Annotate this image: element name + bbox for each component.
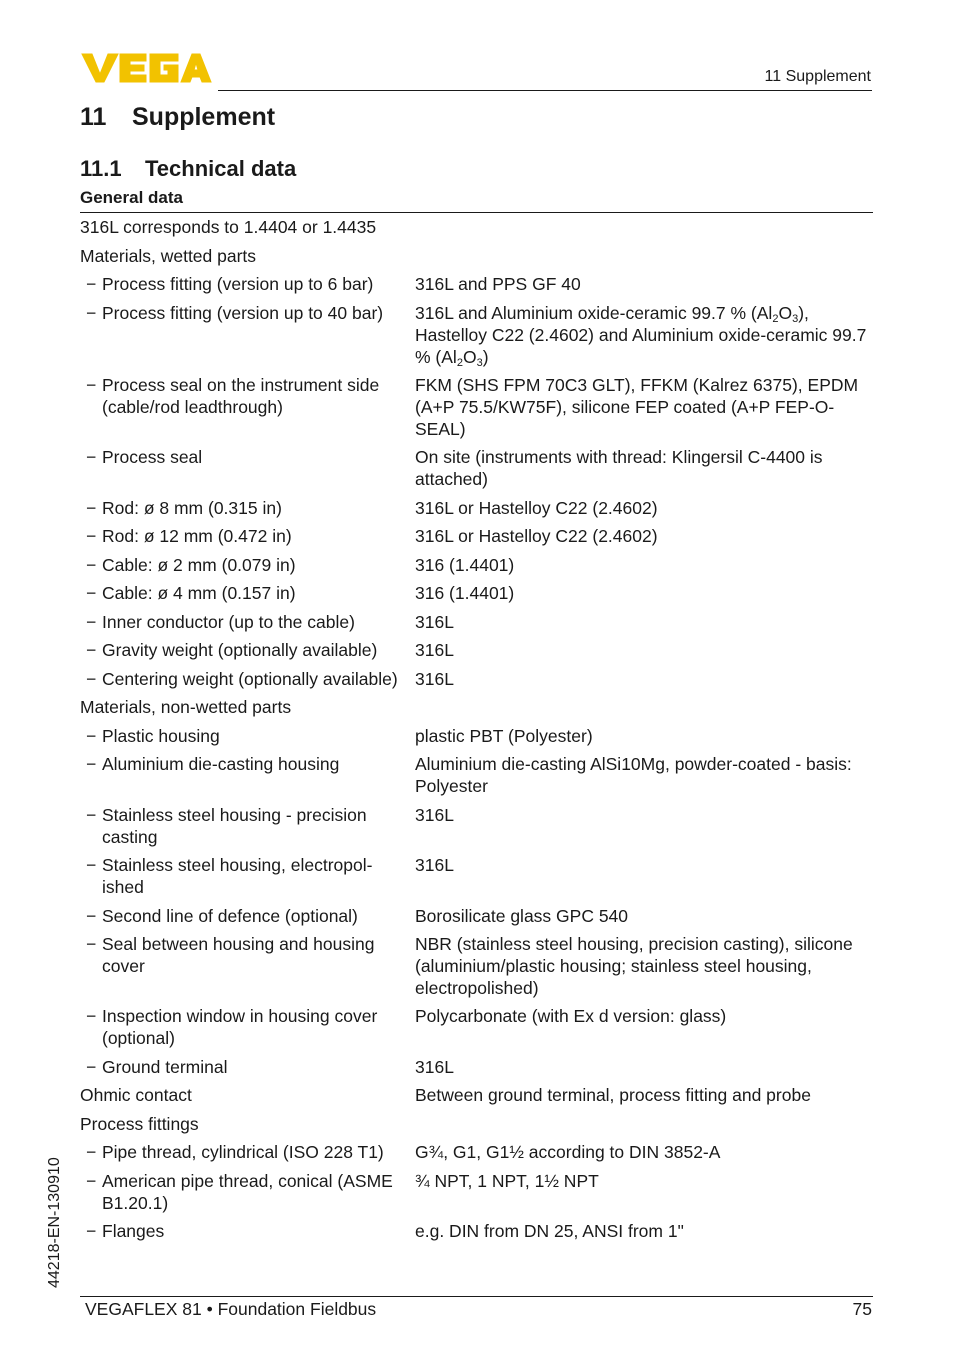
document-code: 44218-EN-130910 <box>46 1157 63 1288</box>
row-value: Aluminium die-casting AlSi10Mg, powder-coated - basis: Polyester <box>415 754 852 796</box>
row-value: Borosilicate glass GPC 540 <box>415 906 629 926</box>
row-label: − Inspection window in housing cover (optional) <box>80 1005 412 1049</box>
row-value: 316L <box>415 805 454 825</box>
row-label: − Rod: ø 12 mm (0.472 in) <box>80 525 412 547</box>
section-title: General data <box>80 188 183 207</box>
chapter-heading <box>80 103 275 132</box>
row-label: − Process seal <box>80 446 412 468</box>
row-label: − Stainless steel housing - precision casting <box>80 804 412 848</box>
row-label: − Process seal on the instrument side (cable/rod leadthrough) <box>80 374 412 418</box>
row-label: − Flanges <box>80 1220 412 1242</box>
row-label: − Pipe thread, cylindrical (ISO 228 T1) <box>80 1141 412 1163</box>
row-label: − Process fitting (version up to 6 bar) <box>80 273 412 295</box>
row-value: 316L <box>415 1057 454 1077</box>
row-label: − Aluminium die-casting housing <box>80 753 412 775</box>
row-value: 316L or Hastelloy C22 (2.4602) <box>415 498 658 518</box>
row-value: 316L <box>415 669 454 689</box>
row-value: Polycarbonate (with Ex d version: glass) <box>415 1006 727 1026</box>
row-value: Between ground terminal, process fitting and probe <box>415 1085 811 1105</box>
row-value: 316L and Aluminium oxide-ceramic 99.7 % $(Al_2O_3)$, Hastelloy C22 (2.4602) and Aluminium oxide-ceramic 99.7 % $(Al_2O_3)$ <box>415 303 867 369</box>
row-value: 316L or Hastelloy C22 (2.4602) <box>415 526 658 546</box>
row-value: 316L and PPS GF 40 <box>415 274 581 294</box>
subchapter-title: Technical data <box>145 156 297 181</box>
row-label: Materials, wetted parts <box>80 246 257 266</box>
row-label: − Plastic housing <box>80 725 412 747</box>
row-label: − Rod: ø 8 mm (0.315 in) <box>80 497 412 519</box>
row-value: G¾, G1, G1½ according to DIN 3852-A <box>415 1142 721 1162</box>
footer-product: VEGAFLEX 81 • Foundation Fieldbus <box>85 1299 377 1319</box>
row-value: plastic PBT (Polyester) <box>415 726 593 746</box>
row-label: − Cable: ø 2 mm (0.079 in) <box>80 554 412 576</box>
row-label: − Ground terminal <box>80 1056 412 1078</box>
section-rule <box>80 212 873 213</box>
row-label: Process fittings <box>80 1114 199 1134</box>
row-label: − Stainless steel housing, electropol-ished <box>80 854 412 898</box>
row-value: 316 (1.4401) <box>415 583 515 603</box>
row-value: 316L <box>415 612 454 632</box>
row-label: − Gravity weight (optionally available) <box>80 639 412 661</box>
row-value: 316L <box>415 640 454 660</box>
chapter-number: 11 <box>80 103 107 131</box>
page-number: 75 <box>852 1299 872 1319</box>
row-label: Ohmic contact <box>80 1085 192 1105</box>
row-label: − Second line of defence (optional) <box>80 905 412 927</box>
row-value: ¾ NPT, 1 NPT, 1½ NPT <box>415 1171 599 1191</box>
header-rule <box>218 90 872 91</box>
row-label: − Cable: ø 4 mm (0.157 in) <box>80 582 412 604</box>
row-value: On site (instruments with thread: Klingersil C-4400 is attached) <box>415 447 823 489</box>
subchapter-number: 11.1 <box>80 156 122 181</box>
row-value: FKM (SHS FPM 70C3 GLT), FFKM (Kalrez 6375), EPDM (A+P 75.5/KW75F), silicone FEP coated (A+P FEP-O-SEAL) <box>415 375 859 439</box>
row-value: 316 (1.4401) <box>415 555 515 575</box>
row-label: Materials, non-wetted parts <box>80 697 292 717</box>
row-value: NBR (stainless steel housing, precision casting), silicone (aluminium/plastic housing; stainless steel housing, electropolished) <box>415 934 853 998</box>
running-header: 11 Supplement <box>764 68 871 85</box>
row-label: 316L corresponds to 1.4404 or 1.4435 <box>80 217 377 237</box>
row-value: 316L <box>415 855 454 875</box>
row-label: − American pipe thread, conical (ASME B1.20.1) <box>80 1170 412 1214</box>
chapter-title: Supplement <box>132 103 276 131</box>
row-label: − Inner conductor (up to the cable) <box>80 611 412 633</box>
row-label: − Process fitting (version up to 40 bar) <box>80 302 412 324</box>
footer-rule <box>80 1296 873 1297</box>
row-label: − Seal between housing and housing cover <box>80 933 412 977</box>
row-value: e.g. DIN from DN 25, ANSI from 1" <box>415 1221 684 1241</box>
row-label: − Centering weight (optionally available) <box>80 668 412 690</box>
vega-logo <box>80 50 212 84</box>
subchapter-heading <box>80 156 296 182</box>
